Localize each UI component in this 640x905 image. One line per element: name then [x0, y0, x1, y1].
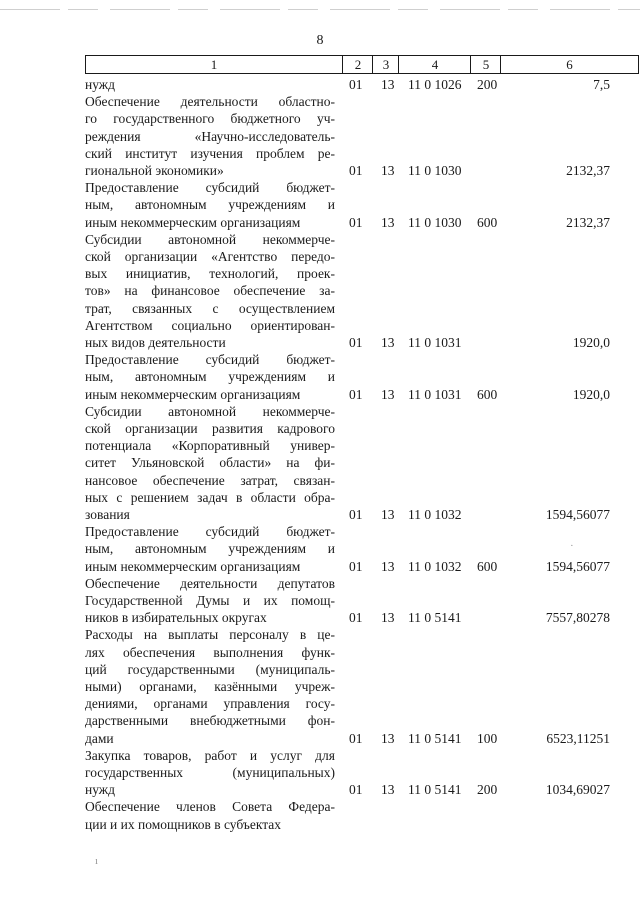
cell-c3: 13: [381, 386, 395, 402]
table-row: [85, 93, 625, 179]
table-row: [85, 351, 625, 403]
cell-c3: 13: [381, 334, 395, 350]
table-row: [85, 798, 625, 832]
cell-c3: 13: [381, 77, 395, 92]
table-row: [85, 403, 625, 523]
cell-c3: 13: [381, 610, 395, 626]
description-line: ным, автономным учреждениям и: [85, 369, 335, 385]
scan-mark: ı: [95, 855, 99, 867]
cell-c2: 01: [349, 162, 363, 178]
cell-c2: 01: [349, 506, 363, 522]
cell-c4: 11 0 5141: [408, 782, 462, 798]
description-line: ской организации «Агентство передо-: [85, 248, 335, 264]
description-line: иным некоммерческим организациям: [85, 386, 301, 402]
cell-c6: 1594,56077: [545, 506, 610, 522]
cell-c5: 600: [477, 386, 498, 402]
column-header-2: 2: [342, 56, 373, 73]
table-row: [85, 76, 625, 93]
cell-c2: 01: [349, 386, 363, 402]
description-line: ций государственными (муниципаль-: [85, 661, 335, 677]
description-line: иным некоммерческим организациям: [85, 214, 301, 230]
description-line: Предоставление субсидий бюджет-: [85, 524, 335, 540]
row-description: [85, 747, 335, 799]
cell-c6: 1594,56077: [545, 558, 610, 574]
cell-c6: 2132,37: [566, 162, 610, 178]
description-line: ным, автономным учреждениям и: [85, 197, 335, 213]
column-header-5: 5: [470, 56, 501, 73]
description-line: ных с решением задач в области обра-: [85, 489, 335, 505]
cell-c4: 11 0 5141: [408, 610, 462, 626]
description-line: трат, связанных с осуществлением: [85, 300, 335, 316]
cell-c2: 01: [349, 214, 363, 230]
column-header-4: 4: [398, 56, 471, 73]
cell-c2: 01: [349, 782, 363, 798]
cell-c2: 01: [349, 610, 363, 626]
cell-c5: 200: [477, 782, 498, 798]
cell-c3: 13: [381, 558, 395, 574]
description-line: ской организации развития кадрового: [85, 420, 335, 436]
description-line: Обеспечение деятельности областно-: [85, 94, 335, 110]
row-description: [85, 351, 335, 403]
cell-c3: 13: [381, 730, 395, 746]
description-line: Закупка товаров, работ и услуг для: [85, 747, 335, 763]
column-header-3: 3: [372, 56, 399, 73]
cell-c6: 7,5: [593, 77, 610, 92]
table-row: [85, 747, 625, 799]
cell-c6: 1034,69027: [545, 782, 610, 798]
cell-c6: 1920,0: [572, 334, 610, 350]
cell-c6: 6523,11251: [546, 730, 610, 746]
scan-mark: ·: [570, 540, 574, 552]
row-description: [85, 798, 335, 832]
cell-c4: 11 0 1031: [408, 334, 462, 350]
row-description: [85, 523, 335, 575]
description-line: иным некоммерческим организациям: [85, 558, 301, 574]
description-line: гиональной экономики»: [85, 162, 224, 178]
description-line: вых инициатив, технологий, проек-: [85, 266, 335, 282]
description-line: потенциала «Корпоративный универ-: [85, 438, 335, 454]
cell-c4: 11 0 5141: [408, 730, 462, 746]
cell-c6: 2132,37: [566, 214, 610, 230]
description-line: зования: [85, 506, 130, 522]
description-line: дениями, органами управления госу-: [85, 696, 335, 712]
description-line: Агентством социально ориентирован-: [85, 317, 335, 333]
description-line: нужд: [85, 77, 115, 92]
page-number: 8: [316, 33, 324, 48]
cell-c6: 7557,80278: [545, 610, 610, 626]
table-row: [85, 179, 625, 231]
cell-c6: 1920,0: [572, 386, 610, 402]
description-line: реждения «Научно-исследователь-: [85, 128, 335, 144]
cell-c3: 13: [381, 506, 395, 522]
description-line: тов» на финансовое обеспечение за-: [85, 283, 335, 299]
description-line: ным, автономным учреждениям и: [85, 541, 335, 557]
table-row: [85, 626, 625, 746]
table-row: [85, 523, 625, 575]
description-line: Государственной Думы и их помощ-: [85, 592, 335, 608]
table-row: [85, 575, 625, 627]
cell-c2: 01: [349, 558, 363, 574]
column-header-6: 6: [500, 56, 638, 73]
description-line: Обеспечение членов Совета Федера-: [85, 799, 335, 815]
description-line: лях обеспечения выполнения функ-: [85, 644, 335, 660]
cell-c2: 01: [349, 334, 363, 350]
row-description: [85, 93, 335, 179]
description-line: Предоставление субсидий бюджет-: [85, 352, 335, 368]
row-description: [85, 403, 335, 523]
description-line: дами: [85, 730, 114, 746]
cell-c4: 11 0 1031: [408, 386, 462, 402]
row-description: [85, 231, 335, 351]
description-line: го государственного бюджетного уч-: [85, 111, 335, 127]
column-header-1: 1: [210, 57, 218, 72]
row-description: [85, 76, 335, 93]
description-line: ными) органами, казёнными учреж-: [85, 678, 335, 694]
description-line: ции и их помощников в субъектах: [85, 816, 282, 832]
cell-c5: 200: [477, 77, 498, 92]
cell-c4: 11 0 1032: [408, 506, 462, 522]
description-line: ников в избирательных округах: [85, 610, 267, 626]
description-line: Субсидии автономной некоммерче-: [85, 231, 335, 247]
row-description: [85, 626, 335, 746]
description-line: нужд: [85, 782, 115, 798]
cell-c4: 11 0 1030: [408, 162, 462, 178]
scan-top-edge: [0, 9, 640, 10]
description-line: дарственными внебюджетными фон-: [85, 713, 335, 729]
cell-c4: 11 0 1030: [408, 214, 462, 230]
cell-c4: 11 0 1026: [408, 77, 462, 92]
cell-c5: 100: [477, 730, 498, 746]
description-line: Обеспечение деятельности депутатов: [85, 575, 335, 591]
cell-c4: 11 0 1032: [408, 558, 462, 574]
cell-c3: 13: [381, 162, 395, 178]
cell-c3: 13: [381, 782, 395, 798]
description-line: ситет Ульяновской области» на фи-: [85, 455, 335, 471]
cell-c5: 600: [477, 214, 498, 230]
cell-c5: 600: [477, 558, 498, 574]
description-line: Расходы на выплаты персоналу в це-: [85, 627, 335, 643]
cell-c3: 13: [381, 214, 395, 230]
description-line: Субсидии автономной некоммерче-: [85, 403, 335, 419]
table-row: [85, 231, 625, 351]
description-line: ных видов деятельности: [85, 334, 226, 350]
description-line: государственных (муниципальных): [85, 764, 335, 780]
cell-c2: 01: [349, 77, 363, 92]
description-line: нансовое обеспечение затрат, связан-: [85, 472, 335, 488]
description-line: Предоставление субсидий бюджет-: [85, 180, 335, 196]
description-line: ский институт изучения проблем ре-: [85, 145, 335, 161]
cell-c6: [500, 816, 610, 833]
row-description: [85, 179, 335, 231]
table-header: [85, 55, 639, 74]
row-description: [85, 575, 335, 627]
cell-c2: 01: [349, 730, 363, 746]
